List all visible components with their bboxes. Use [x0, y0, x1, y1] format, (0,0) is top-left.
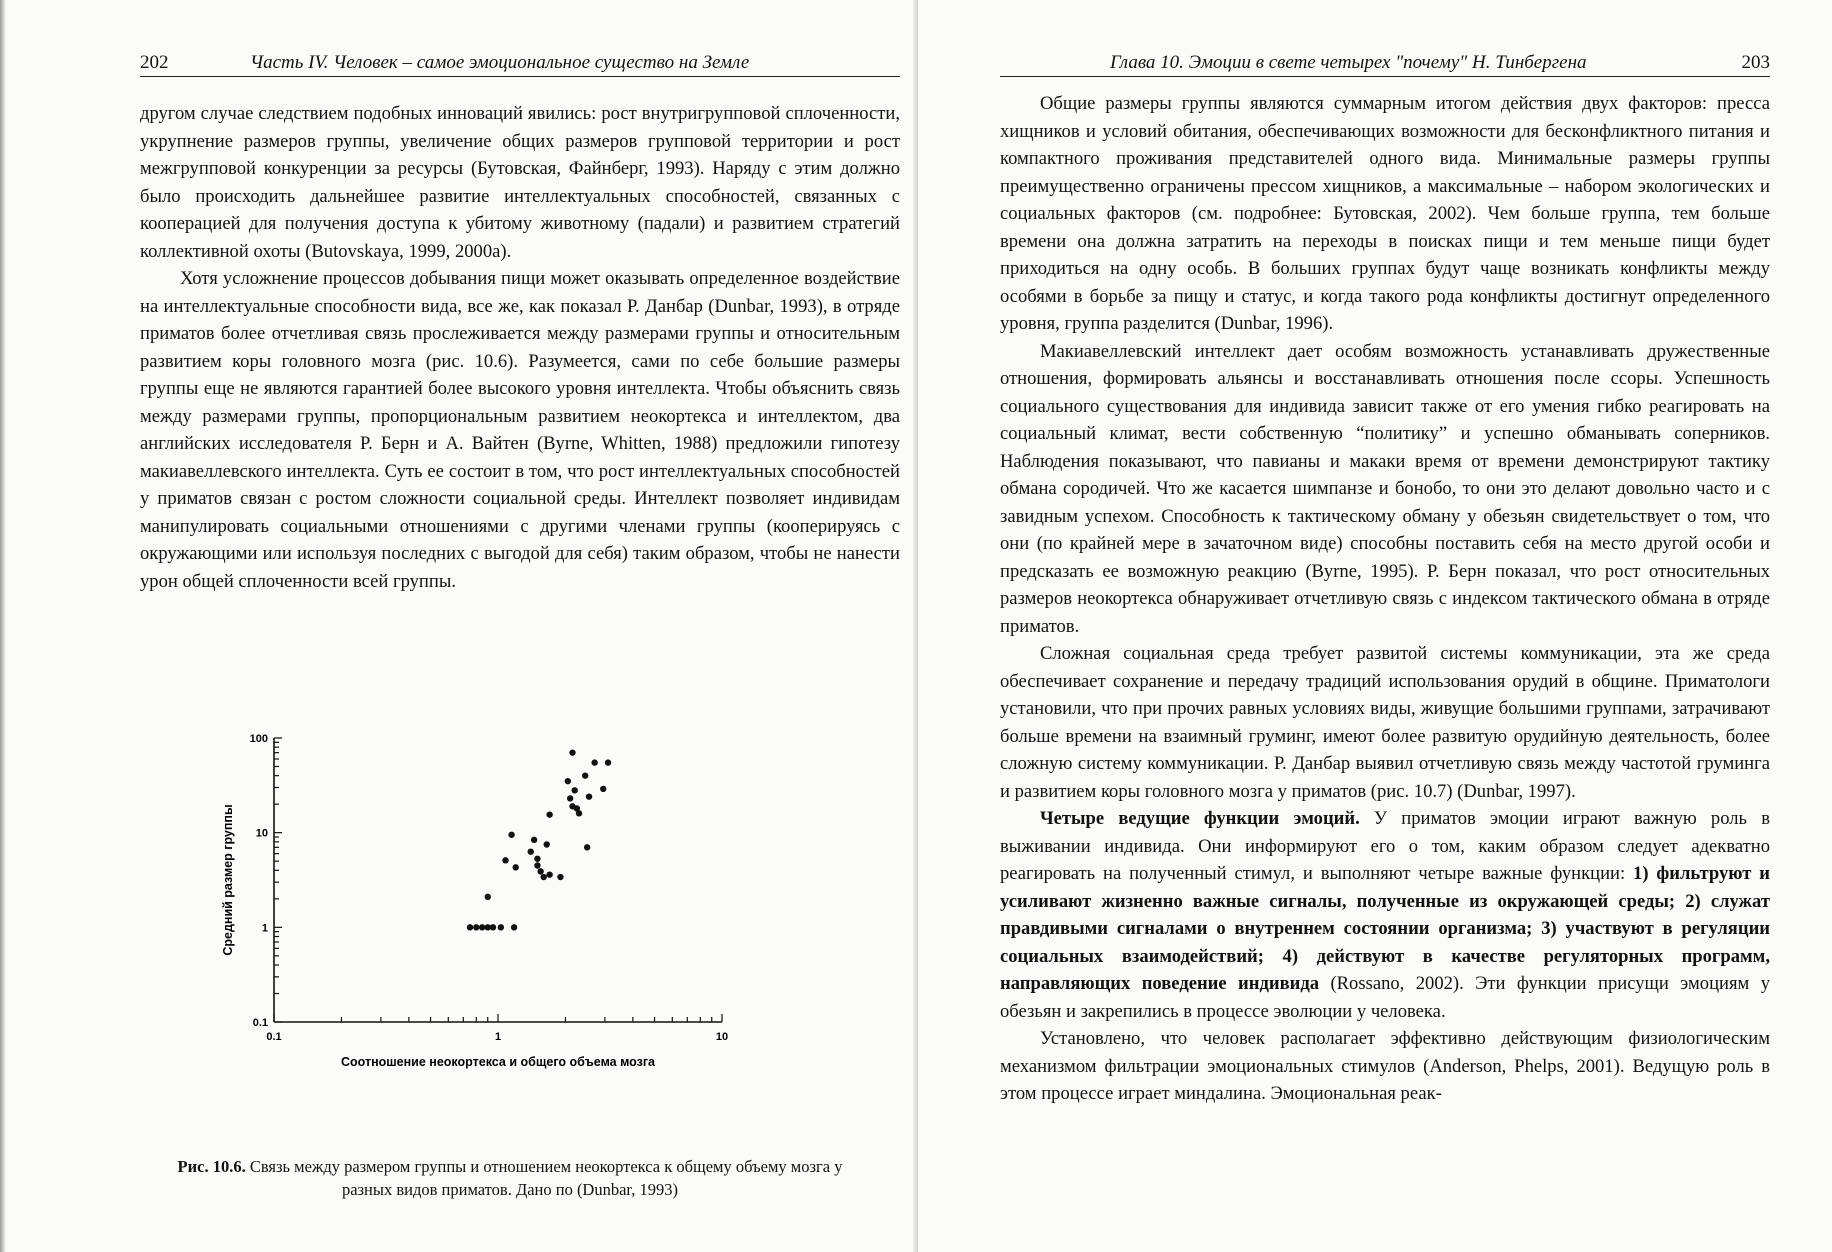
figure-10-6-scatter-plot	[200, 730, 820, 1130]
data-point	[513, 864, 519, 870]
running-head-title: Глава 10. Эмоции в свете четырех "почему" Н. Тинбергена	[1110, 52, 1587, 73]
x-tick-label: 1	[494, 1031, 502, 1043]
running-head-title: Часть IV. Человек – самое эмоциональное существо на Земле	[250, 52, 750, 73]
right-page	[918, 0, 1832, 1252]
y-axis-title: Средний размер группы	[221, 804, 235, 956]
paragraph-lead: Четыре ведущие функции эмоций.	[1040, 808, 1360, 829]
paragraph: Общие размеры группы являются суммарным итогом действия двух факторов: пресса хищников и условий обитания, обеспечивающих возможности для бесконфликтного питания и компактного проживания представителей одного вида. Минимальные размеры группы преимущественно ограничены прессом хищников, а максимальные – набором экологических и социальных факторов (см. подробнее: Бутовская, 2002). Чем больше группа, тем больше времени она должна затратить на переходы в поисках пищи и тем меньше пищи будет приходиться на одну особь. В больших группах будут чаще возникать конфликты между особями в борьбе за пищу и статус, и когда такого рода конфликты достигнут определенного уровня, группа разделится (Dunbar, 1996).	[1000, 93, 1770, 334]
data-point	[572, 787, 578, 793]
data-point	[586, 793, 592, 799]
paragraph: Макиавеллевский интеллект дает особям возможность устанавливать дружественные отношения, формировать альянсы и восстанавливать отношения после ссоры. Успешность социального существования для индивида зависит также от его умения гибко реагировать на социальный климат, вести собственную “политику” и успешно обманывать соперников. Наблюдения показывают, что павианы и макаки время от времени демонстрируют тактику обмана сородичей. Что же касается шимпанзе и бонобо, то они это делают довольно часто и с завидным успехом. Способность к тактическому обману у обезьян свидетельствует о том, что они (по крайней мере в зачаточном виде) способны поставить себя на место другой особи и предсказать ее возможную реакцию (Byrne, 1995). Р. Берн показал, что рост относительных размеров неокортекса обнаруживает отчетливую связь с индексом тактического обмана в отряде приматов.	[1000, 340, 1770, 637]
left-body-text	[140, 100, 900, 595]
data-point	[541, 874, 547, 880]
paragraph-tail: (Rossano, 2002). Эти функции присущи эмоциям у обезьян и закрепились в процессе эволюции у человека.	[1000, 973, 1770, 1022]
data-point	[511, 924, 517, 930]
paragraph-emotion-functions	[1000, 805, 1770, 1025]
data-point	[473, 924, 479, 930]
data-point	[546, 871, 552, 877]
data-point	[567, 795, 573, 801]
left-page	[0, 0, 915, 1252]
paragraph-bold-list: 1) фильтруют и усиливают жизненно важные сигналы, полученные из окружающей среды; 2) служат правдивыми сигналами о внутреннем состоянии организма; 3) участвуют в регуляции социальных взаимодействий; 4) действуют в качестве регуляторных программ, направляющих поведение индивида	[1000, 863, 1770, 994]
paragraph: Установлено, что человек располагает эффективно действующим физиологическим механизмом фильтрации эмоциональных стимулов (Anderson, Phelps, 2001). Ведущую роль в этом процессе играет миндалина. Эмоциональная реак-	[1000, 1028, 1770, 1104]
data-point	[565, 778, 571, 784]
right-body-text	[1000, 90, 1770, 1108]
data-point	[485, 894, 491, 900]
data-point	[537, 868, 543, 874]
figure-caption	[160, 1155, 860, 1201]
data-point	[531, 837, 537, 843]
data-point	[569, 749, 575, 755]
data-point	[544, 841, 550, 847]
data-point	[605, 759, 611, 765]
data-point	[528, 848, 534, 854]
y-tick-label: 1	[261, 922, 268, 935]
data-point	[557, 874, 563, 880]
data-point	[591, 759, 597, 765]
y-tick-label: 0.1	[252, 1017, 268, 1029]
data-point	[582, 772, 588, 778]
paragraph: другом случае следствием подобных инноваций явились: рост внутригрупповой сплоченности, укрупнение размеров группы, увеличение общих размеров групповой территории и рост межгрупповой конкуренции за ресурсы (Бутовская, Файнберг, 1993). Наряду с этим должно было происходить дальнейшее развитие интеллектуальных способностей, связанных с кооперацией для получения доступа к убитому животному (падали) и развитием стратегий коллективной охоты (Butovskaya, 1999, 2000a).	[140, 103, 900, 262]
page-number: 203	[1741, 52, 1770, 73]
data-point	[467, 924, 473, 930]
data-point	[479, 924, 485, 930]
data-point	[584, 844, 590, 850]
y-tick-label: 10	[255, 827, 268, 840]
data-point	[490, 924, 496, 930]
paragraph: Сложная социальная среда требует развитой системы коммуникации, эта же среда обеспечивает сохранение и передачу традиций использования орудий в общине. Приматологи установили, что при прочих равных условиях виды, живущие большими группами, затрачивают больше времени на взаимный груминг, имеют более развитую орудийную деятельность, более сложную систему коммуникации. Р. Данбар выявил отчетливую связь между частотой груминга и развитием коры головного мозга у приматов (рис. 10.7) (Dunbar, 1997).	[1000, 643, 1770, 802]
page-edge-shadow	[0, 0, 6, 1252]
data-point	[600, 786, 606, 792]
paragraph: Хотя усложнение процессов добывания пищи может оказывать определенное воздействие на интеллектуальные способности вида, все же, как показал Р. Данбар (Dunbar, 1993), в отряде приматов более отчетливая связь прослеживается между размерами группы и относительным развитием коры головного мозга (рис. 10.6). Разумеется, сами по себе большие размеры группы еще не являются гарантией более высокого уровня интеллекта. Чтобы объяснить связь между размерами группы, пропорциональным развитием неокортекса и интеллектом, два английских исследователя Р. Берн и А. Вайтен (Byrne, Whitten, 1988) предложили гипотезу макиавеллевского интеллекта. Суть ее состоит в том, что рост интеллектуальных способностей у приматов связан с ростом сложности социальной среды. Интеллект позволяет индивидам манипулировать социальными отношениями с другими членами группы (кооперируясь с окружающими или используя последних с выгодой для себя) таким образом, чтобы не нанести урон общей сплоченности всей группы.	[140, 268, 900, 592]
y-tick-label: 100	[249, 733, 268, 745]
x-tick-label: 0.1	[266, 1031, 282, 1043]
data-point	[508, 832, 514, 838]
x-axis-title: Соотношение неокортекса и общего объема мозга	[340, 1055, 656, 1069]
caption-label: Рис. 10.6.	[177, 1157, 246, 1176]
data-point	[534, 862, 540, 868]
running-head	[1000, 50, 1770, 77]
data-point	[546, 811, 552, 817]
x-tick-label: 10	[715, 1031, 729, 1043]
paragraph-text: У приматов эмоции играют важную роль в выживании индивида. Они информируют его о том, каким образом следует адекватно реагировать на полученный стимул, и выполняют четыре важные функции:	[1000, 808, 1770, 884]
caption-text: Связь между размером группы и отношением неокортекса к общему объему мозга у разных видов приматов. Дано по (Dunbar, 1993)	[249, 1157, 843, 1199]
data-point	[502, 857, 508, 863]
data-point	[576, 810, 582, 816]
running-head	[140, 50, 900, 77]
scatter-chart	[200, 730, 820, 1130]
data-point	[534, 856, 540, 862]
page-number: 202	[140, 52, 169, 73]
data-point	[498, 924, 504, 930]
